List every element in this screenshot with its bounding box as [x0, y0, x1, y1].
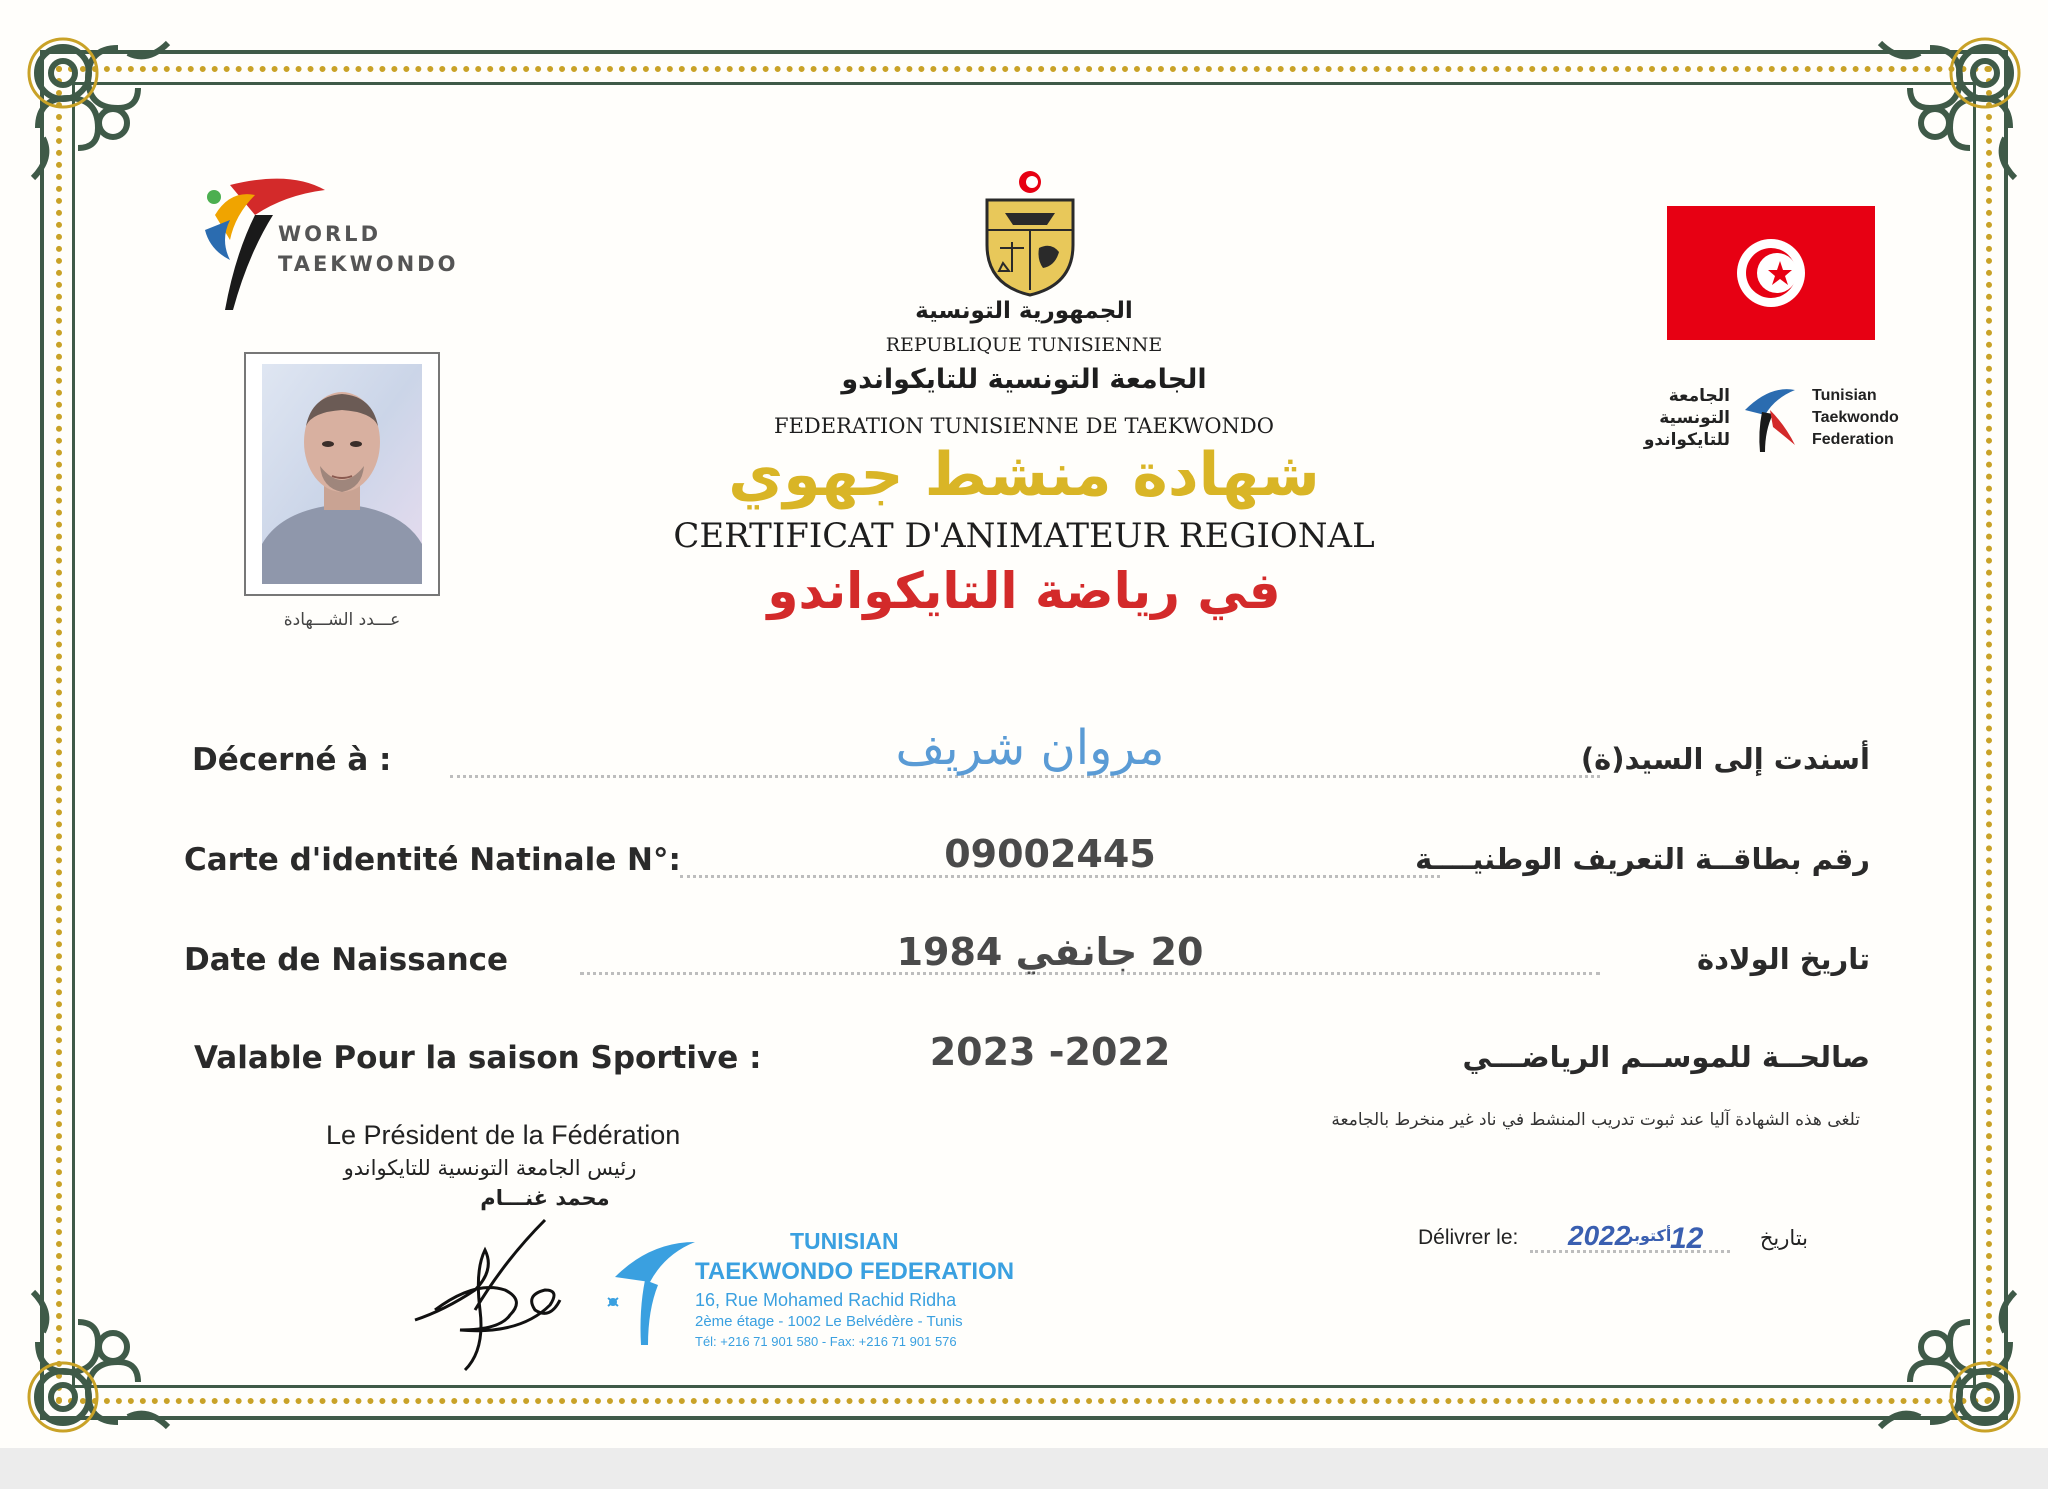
holder-photo-frame [244, 352, 440, 596]
flag-crescent-star-icon [1735, 237, 1807, 309]
corner-ornament-bottom-right [1860, 1272, 2030, 1442]
federation-fr: FEDERATION TUNISIENNE DE TAEKWONDO [774, 414, 1274, 438]
delivered-month: أكتوبر [1624, 1226, 1672, 1245]
holder-photo [262, 364, 422, 584]
stamp-line1: TUNISIAN [790, 1228, 899, 1254]
stamp-line3: 16, Rue Mohamed Rachid Ridha [695, 1290, 957, 1310]
birth-date-label-ar: تاريخ الولادة [1697, 942, 1870, 976]
certificate-number-caption: عـــدد الشـــهادة [283, 610, 401, 630]
ttf-logo-en-line2: Taekwondo [1812, 409, 1899, 426]
ttf-logo-en-line3: Federation [1812, 431, 1894, 448]
republic-fr: REPUBLIQUE TUNISIENNE [885, 334, 1163, 356]
season-label-fr: Valable Pour la saison Sportive : [194, 1040, 762, 1076]
corner-ornament-bottom-left [18, 1272, 188, 1442]
awarded-label-fr: Décerné à : [192, 742, 392, 778]
republic-ar: الجمهورية التونسية [915, 298, 1133, 324]
ttf-logo-ar [1600, 385, 1730, 451]
awarded-label-ar: أسندت إلى السيد(ة) [1580, 742, 1870, 776]
stamp-line5: Tél: +216 71 901 580 - Fax: +216 71 901 576 [695, 1334, 957, 1349]
delivered-label-ar: بتاريخ [1759, 1226, 1808, 1250]
birth-date-label-fr: Date de Naissance [184, 942, 509, 978]
president-title-fr: Le Président de la Fédération [326, 1120, 681, 1150]
corner-ornament-top-left [18, 28, 188, 198]
tunisian-flag [1667, 206, 1875, 340]
certificate-subtitle-ar: في رياضة التايكواندو [767, 562, 1281, 620]
delivered-label-fr: Délivrer le: [1418, 1226, 1519, 1249]
id-card-label-ar: رقم بطاقــة التعريف الوطنيــــة [1415, 842, 1870, 876]
ttf-logo-emblem-icon [1740, 380, 1800, 455]
president-signature [395, 1200, 580, 1385]
delivered-year: 2022 [1568, 1220, 1631, 1251]
world-taekwondo-text-2: TAEKWONDO [278, 252, 459, 276]
season-label-ar: صالحــة للموســم الرياضـــي [1462, 1040, 1870, 1074]
president-name: محمد غنـــام [480, 1186, 610, 1210]
ttf-logo-ar-line3: للتايكواندو [1643, 430, 1730, 450]
delivered-day: 12 [1670, 1222, 1704, 1255]
president-title-ar: رئيس الجامعة التونسية للتايكواندو [343, 1156, 637, 1180]
corner-ornament-top-right [1860, 28, 2030, 198]
stamp-line4: 2ème étage - 1002 Le Belvédère - Tunis [695, 1313, 963, 1330]
ttf-logo-en-line1: Tunisian [1812, 387, 1877, 404]
season-value: 2023 -2022 [929, 1030, 1171, 1074]
birth-date-value: 20 جانفي 1984 [896, 930, 1204, 974]
tunisia-coat-of-arms-icon [975, 168, 1085, 298]
cancellation-notice: تلغى هذه الشهادة آليا عند ثبوت تدريب المنشط في ناد غير منخرط بالجامعة [1331, 1110, 1860, 1130]
id-card-value: 09002445 [944, 832, 1156, 876]
certificate-title-ar: شهادة منشط جهوي [728, 440, 1320, 510]
awarded-name-value: مروان شريف [895, 720, 1165, 776]
world-taekwondo-text-1: WORLD [278, 222, 381, 246]
scan-bottom-strip [0, 1448, 2048, 1489]
ttf-logo-en [1812, 385, 1899, 451]
ttf-logo-ar-line2: التونسية [1659, 408, 1730, 428]
federation-ar: الجامعة التونسية للتايكواندو [841, 364, 1207, 395]
ttf-logo-ar-line1: الجامعة [1668, 386, 1730, 406]
certificate-title-fr: CERTIFICAT D'ANIMATEUR REGIONAL [673, 516, 1375, 556]
id-card-label-fr: Carte d'identité Natinale N°: [184, 842, 681, 878]
stamp-line2: TAEKWONDO FEDERATION [695, 1258, 1015, 1285]
federation-stamp-emblem-icon [605, 1232, 700, 1352]
